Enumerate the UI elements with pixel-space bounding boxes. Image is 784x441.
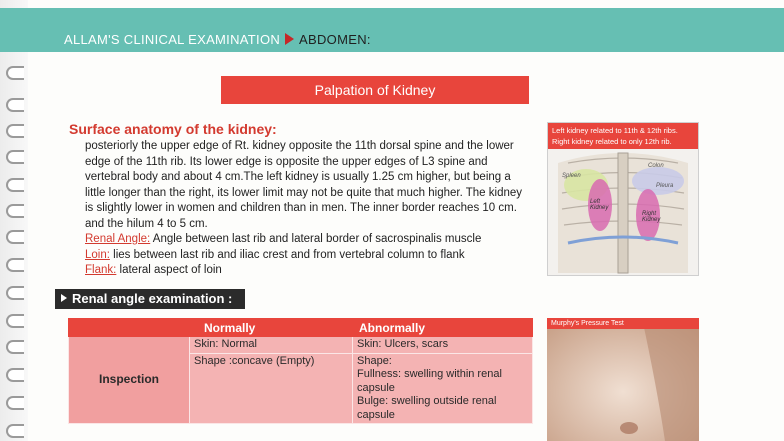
breadcrumb-arrow-icon bbox=[285, 33, 294, 45]
surface-anatomy-heading: Surface anatomy of the kidney: bbox=[69, 121, 277, 137]
normal-skin-cell: Skin: Normal bbox=[190, 337, 353, 354]
binding-ring bbox=[6, 178, 24, 192]
binding-ring bbox=[6, 258, 24, 272]
binding-ring bbox=[6, 124, 24, 138]
label-colon: Colon bbox=[648, 163, 664, 169]
renal-angle-text: Angle between last rib and lateral border of sacrospinalis muscle bbox=[150, 233, 482, 245]
murphy-figure-caption: Murphy's Pressure Test bbox=[547, 318, 699, 329]
renal-angle-exam-heading bbox=[55, 289, 245, 309]
spiral-binding bbox=[0, 0, 28, 441]
abnormal-fullness: Fullness: swelling within renal capsule bbox=[357, 368, 502, 394]
header-blank-cell bbox=[69, 319, 190, 337]
loin-term: Loin: bbox=[85, 248, 110, 261]
kidney-figure-caption: Left kidney related to 11th & 12th ribs. Right kidney related to only 12th rib. bbox=[548, 123, 698, 149]
header-normally: Normally bbox=[190, 319, 353, 337]
play-triangle-icon bbox=[61, 294, 67, 302]
loin-text: lies between last rib and iliac crest and from vertebral column to flank bbox=[109, 248, 465, 261]
table-header-row bbox=[69, 319, 533, 337]
label-pleura: Pleura bbox=[656, 183, 674, 189]
flank-definition bbox=[85, 263, 530, 279]
binding-ring bbox=[6, 314, 24, 328]
abnormal-bulge: Bulge: swelling outside renal capsule bbox=[357, 395, 497, 421]
renal-angle-definition bbox=[85, 232, 530, 248]
binding-ring bbox=[6, 98, 24, 112]
abnormal-shape-cell bbox=[353, 353, 533, 424]
chapter-title: ABDOMEN: bbox=[299, 32, 371, 47]
flank-text: lateral aspect of loin bbox=[116, 264, 222, 276]
surface-paragraph: posteriorly the upper edge of Rt. kidney opposite the 11th dorsal spine and the lower edge of the 11th rib. Its lower edge is opposite the upper edges of L3 spine and vertebral body and about 4 cm.The left kidney is usually 1.25 cm higher, but being a little longer than the right, its lower limit may not be quite that much higher. The kidney is slightly lower in women and children than in men. The inner border reaches 10 cm. and the hilum 4 to 5 cm. bbox=[85, 140, 523, 230]
binding-ring bbox=[6, 204, 24, 218]
murphy-test-figure bbox=[547, 318, 699, 441]
kidney-relations-figure bbox=[547, 122, 699, 276]
page-title: Palpation of Kidney bbox=[221, 76, 529, 104]
flank-term: Flank: bbox=[85, 264, 117, 276]
binding-ring bbox=[6, 66, 24, 80]
binding-ring bbox=[6, 150, 24, 164]
binding-ring bbox=[6, 396, 24, 410]
renal-angle-exam-table bbox=[68, 318, 533, 424]
binding-ring bbox=[6, 368, 24, 382]
header-abnormally: Abnormally bbox=[353, 319, 533, 337]
binding-ring bbox=[6, 230, 24, 244]
header-breadcrumb bbox=[64, 32, 371, 47]
label-right-kidney: Right Kidney bbox=[642, 211, 661, 223]
loin-definition bbox=[85, 248, 530, 264]
renal-angle-exam-label: Renal angle examination : bbox=[72, 291, 233, 306]
label-spleen: Spleen bbox=[562, 173, 581, 179]
binding-ring bbox=[6, 286, 24, 300]
murphy-test-photo bbox=[547, 318, 699, 441]
table-row bbox=[69, 337, 533, 354]
row-inspection-label: Inspection bbox=[69, 337, 190, 424]
binding-ring bbox=[6, 424, 24, 438]
abnormal-skin-cell: Skin: Ulcers, scars bbox=[353, 337, 533, 354]
label-left-kidney: Left Kidney bbox=[590, 199, 609, 211]
book-title: ALLAM'S CLINICAL EXAMINATION bbox=[64, 32, 281, 47]
normal-shape-cell: Shape :concave (Empty) bbox=[190, 353, 353, 424]
page-header bbox=[0, 8, 784, 52]
renal-angle-term: Renal Angle: bbox=[85, 233, 151, 245]
abnormal-shape-label: Shape: bbox=[357, 354, 392, 367]
binding-ring bbox=[6, 340, 24, 354]
surface-anatomy-text bbox=[85, 139, 530, 279]
